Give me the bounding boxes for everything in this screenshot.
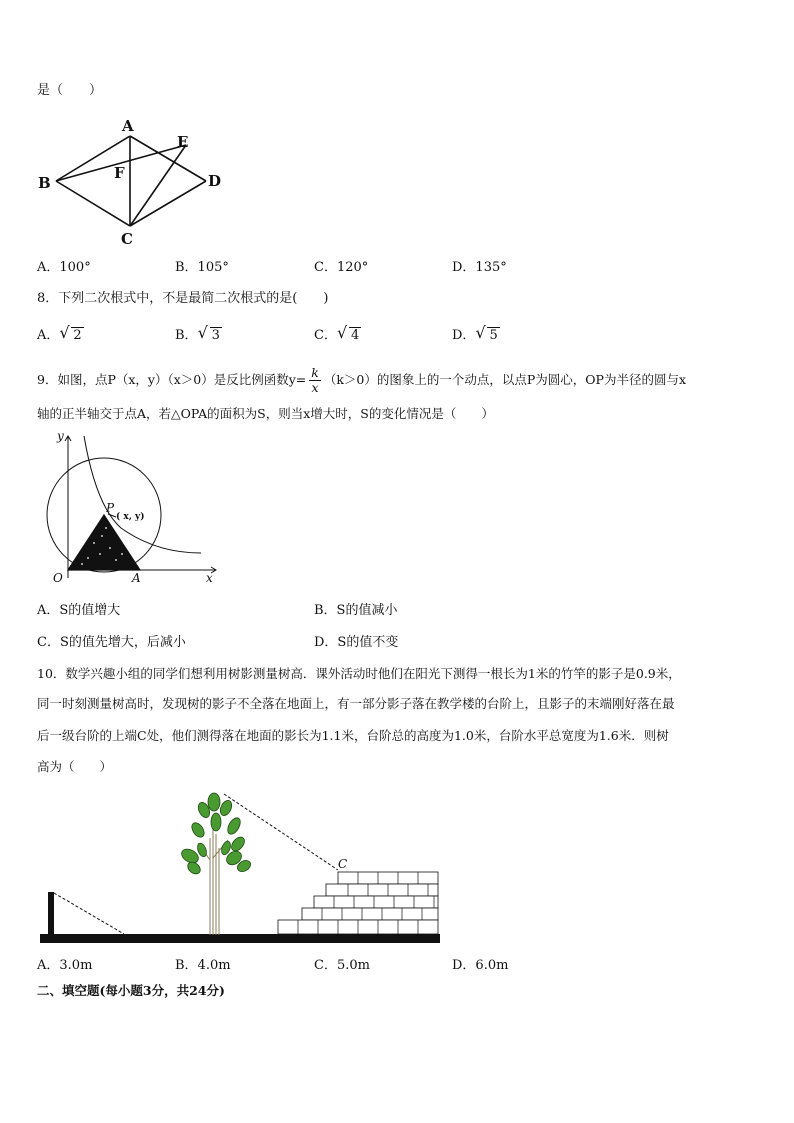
q7-option-b: B．105° — [175, 260, 229, 275]
q9-label-o: O — [53, 571, 63, 585]
q7-stem-tail: 是（ ） — [37, 83, 103, 98]
q9-label-p: P — [106, 501, 115, 515]
q10-option-c: C．5.0m — [314, 958, 370, 973]
q7-option-a: A．100° — [37, 260, 91, 275]
section-2-title: 二、填空题(每小题3分，共24分) — [37, 983, 225, 998]
q10-label-c: C — [338, 857, 348, 871]
q10-option-a: A．3.0m — [37, 958, 93, 973]
q9-label-x: x — [206, 571, 213, 585]
q10-option-d: D．6.0m — [452, 958, 509, 973]
q7-option-c: C．120° — [314, 260, 369, 275]
q8-stem: 8．下列二次根式中，不是最简二次根式的是( ) — [37, 291, 329, 306]
q8-option-a: A． √ 2 — [37, 323, 82, 343]
q9-fraction: $\frac{k}{x}$ — [311, 365, 319, 395]
q9-option-d: D．S的值不变 — [314, 635, 399, 650]
q10-option-b: B．4.0m — [175, 958, 231, 973]
q9-stem-line1: 9．如图，点P（x，y）（x＞0）是反比例函数y= $\frac{k}{x}$ （k＞0）的图象上的一个动点，以点P为圆心，OP为半径的圆与x — [37, 365, 686, 395]
q7-option-d: D．135° — [452, 260, 507, 275]
q10-stem-line4: 高为（ ） — [37, 759, 113, 774]
q10-tree-shadow-figure — [38, 788, 442, 948]
q7-label-b: B — [38, 174, 51, 192]
q10-stem-line3: 后一级台阶的上端C处，他们测得落在地面的影长为1.1米，台阶总的高度为1.0米，台阶水平总宽度为1.6米．则树 — [37, 728, 669, 743]
q9-stem-line2: 轴的正半轴交于点A，若△OPA的面积为S，则当x增大时，S的变化情况是（ ） — [37, 406, 494, 421]
q9-option-c: C．S的值先增大，后减小 — [37, 635, 186, 650]
q9-hyperbola-figure — [36, 428, 226, 586]
q9-label-a: A — [132, 571, 141, 585]
q8-option-b: B． √ 3 — [175, 323, 220, 343]
q10-stem-line2: 同一时刻测量树高时，发现树的影子不全落在地面上，有一部分影子落在教学楼的台阶上，且影子的末端刚好落在最 — [37, 696, 675, 711]
q9-label-y: y — [57, 429, 64, 443]
q8-option-d: D． √ 5 — [452, 323, 498, 343]
q7-label-e: E — [177, 133, 189, 151]
q7-label-a: A — [122, 117, 134, 135]
q9-label-coords: ( x, y) — [116, 512, 145, 522]
q9-option-b: B．S的值减小 — [314, 603, 398, 618]
q7-label-f: F — [114, 164, 125, 182]
q8-option-c: C． √ 4 — [314, 323, 360, 343]
q7-rhombus-figure — [36, 112, 236, 248]
q7-label-c: C — [121, 230, 133, 248]
q7-label-d: D — [208, 172, 222, 190]
q10-stem-line1: 10．数学兴趣小组的同学们想利用树影测量树高．课外活动时他们在阳光下测得一根长为1米的竹竿的影子是0.9米， — [37, 666, 681, 681]
q9-option-a: A．S的值增大 — [37, 603, 121, 618]
